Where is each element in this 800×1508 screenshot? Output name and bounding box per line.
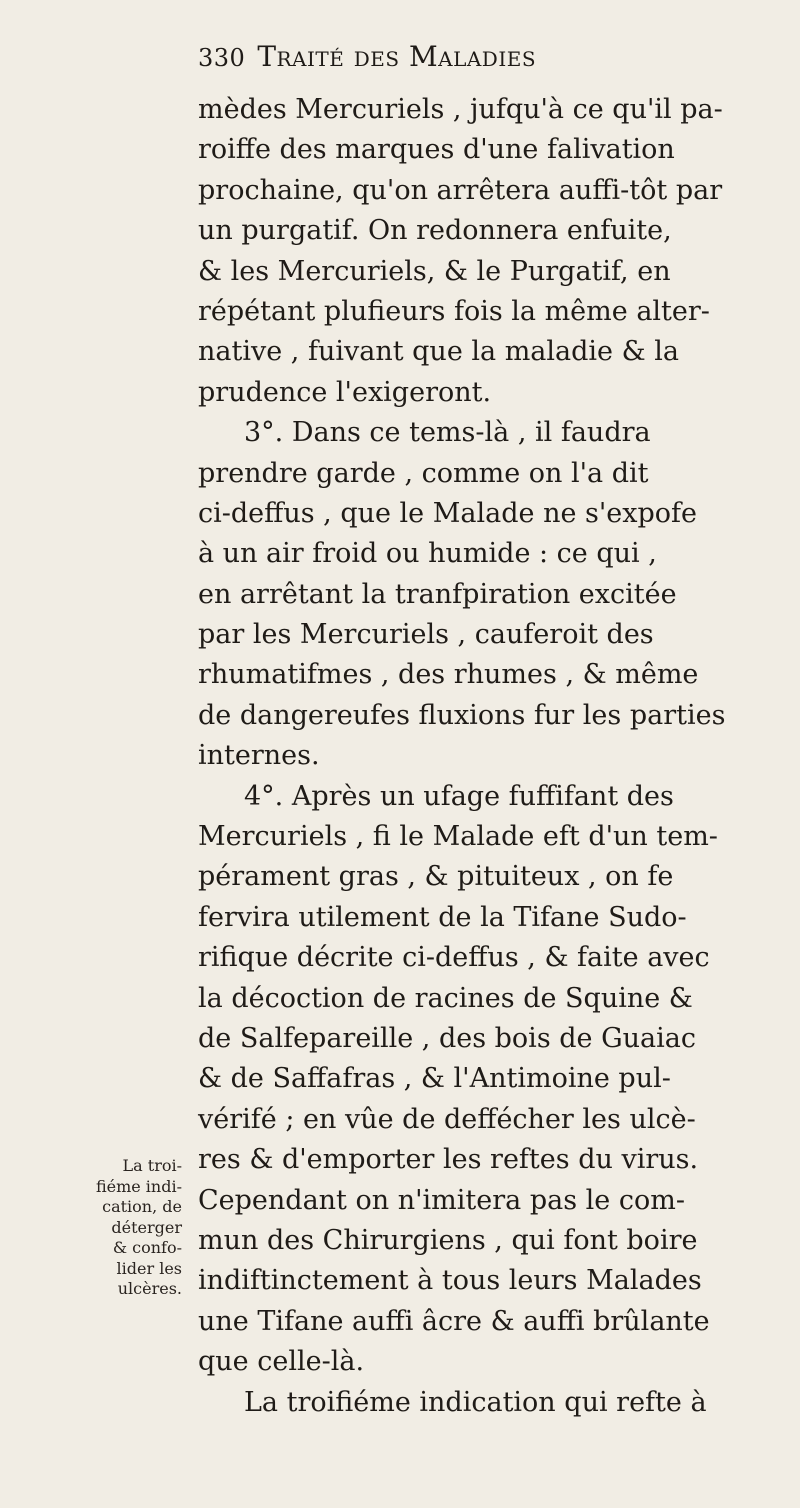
text-line: par les Mercuriels , cauferoit des [198, 619, 654, 651]
text-line: La troifiéme indication qui refte à [244, 1386, 707, 1418]
margin-note [0, 1156, 190, 1300]
text-line: de Salfepareille , des bois de Guaiac [198, 1022, 697, 1054]
text-line: mèdes Mercuriels , jufqu'à ce qu'il pa- [198, 94, 723, 125]
text-line: Mercuriels , fi le Malade eft d'un tem- [198, 821, 718, 853]
text-line: un purgatif. On redonnera enfuite, [198, 215, 672, 247]
margin-note-line: ulcères. [117, 1279, 182, 1298]
text-line: & de Saffafras , & l'Antimoine pul- [198, 1063, 671, 1095]
text-line: que celle-là. [198, 1346, 365, 1378]
running-header [198, 34, 758, 80]
text-line: prudence l'exigeront. [198, 376, 492, 408]
text-line: mun des Chirurgiens , qui font boire [198, 1224, 698, 1256]
running-title: Traité des Maladies [257, 40, 537, 73]
text-line: pérament gras , & pituiteux , on fe [198, 861, 674, 893]
text-line: 4°. Après un ufage fuffifant des [244, 780, 674, 812]
margin-note-line: lider les [116, 1258, 182, 1278]
text-line: 3°. Dans ce tems-là , il faudra [244, 417, 651, 449]
text-line: Cependant on n'imitera pas le com- [198, 1184, 685, 1216]
text-line: répétant plufieurs fois la même alter- [198, 295, 710, 327]
text-line: internes. [198, 740, 320, 772]
text-line: la décoction de racines de Squine & [198, 982, 693, 1014]
body-text [198, 90, 763, 1423]
margin-note-line: & confo- [112, 1238, 182, 1257]
text-line: à un air froid ou humide : ce qui , [198, 538, 657, 570]
text-line: res & d'emporter les reftes du virus. [198, 1144, 699, 1176]
margin-note-line: fiéme indi- [95, 1176, 182, 1196]
text-line: ci-deffus , que le Malade ne s'expofe [198, 497, 698, 529]
text-line: & les Mercuriels, & le Purgatif, en [198, 255, 671, 287]
text-line: roiffe des marques d'une falivation [198, 134, 675, 166]
margin-note-line: cation, de [102, 1197, 182, 1216]
text-line: indiftinctement à tous leurs Malades [198, 1265, 702, 1297]
text-line: prochaine, qu'on arrêtera auffi-tôt par [198, 174, 723, 206]
text-line: prendre garde , comme on l'a dit [198, 457, 649, 489]
margin-note-line: La troi- [122, 1156, 182, 1175]
text-line: rifique décrite ci-deffus , & faite avec [198, 942, 710, 974]
margin-note-line: déterger [111, 1217, 182, 1237]
text-line: vérifé ; en vûe de deffécher les ulcè- [198, 1103, 696, 1135]
text-line: de dangereufes fluxions fur les parties [198, 699, 726, 731]
page-number: 330 [198, 44, 246, 72]
text-line: une Tifane auffi âcre & auffi brûlante [198, 1305, 710, 1337]
text-line: fervira utilement de la Tifane Sudo- [198, 901, 687, 933]
text-line: native , fuivant que la maladie & la [198, 336, 679, 368]
text-line: en arrêtant la tranfpiration excitée [198, 578, 677, 610]
text-line: rhumatifmes , des rhumes , & même [198, 659, 699, 691]
